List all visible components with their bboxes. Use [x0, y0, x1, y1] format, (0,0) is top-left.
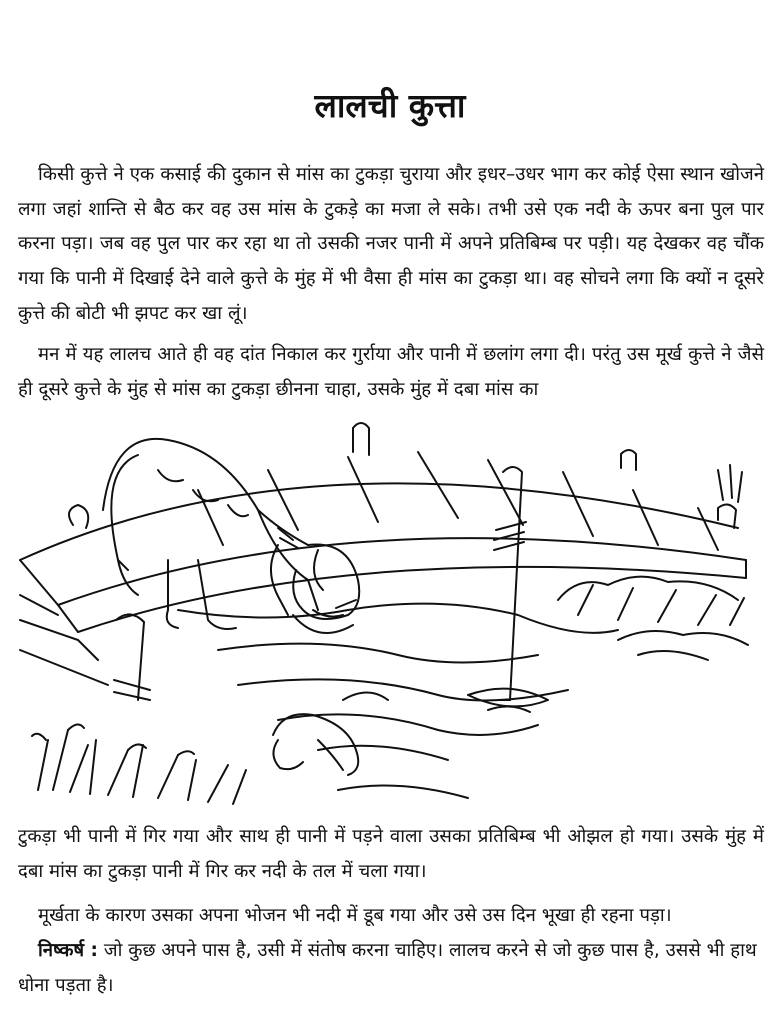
dog-icon: [103, 439, 359, 633]
dog-reflection-icon: [273, 693, 388, 776]
dog-on-bridge-illustration: [18, 410, 764, 825]
story-paragraph-1: किसी कुत्ते ने एक कसाई की दुकान से मांस का टुकड़ा चुराया और इधर–उधर भाग कर कोई ऐसा स्थान खोजने लगा जहां शान्ति से बैठ कर वह उस मांस के टुकड़े का मजा ले सके। तभी उसे एक नदी के ऊपर बना पुल पार करना पड़ा। जब वह पुल पार कर रहा था तो उसकी नजर पानी में अपने प्रतिबिम्ब पर पड़ी। यह देखकर वह चौंक गया कि पानी में दिखाई देने वाले कुत्ते के मुंह में भी वैसा ही मांस का टुकड़ा था। वह सोचने लगा कि क्यों न दूसरे कुत्ते की बोटी भी झपट कर खा लूं।: [18, 164, 764, 324]
story-paragraph-3: टुकड़ा भी पानी में गिर गया और साथ ही पानी में पड़ने वाला उसका प्रतिबिम्ब भी ओझल हो गया। उसके मुंह में दबा मांस का टुकड़ा पानी में गिर कर नदी के तल में चला गया।: [18, 826, 764, 882]
bridge-icon: [20, 423, 746, 700]
story-paragraph-2: मन में यह लालच आते ही वह दांत निकाल कर गुर्राया और पानी में छलांग लगा दी। परंतु उस मूर्ख कुत्ते ने जैसे ही दूसरे कुत्ते के मुंह से मांस का टुकड़ा छीनना चाहा, उसके मुंह में दबा मांस का: [18, 344, 764, 400]
story-title: लालची कुत्ता: [314, 86, 466, 125]
story-paragraph-4: मूर्खता के कारण उसका अपना भोजन भी नदी में डूब गया और उसे उस दिन भूखा ही रहना पड़ा।: [38, 905, 672, 926]
moral-label: निष्कर्ष :: [38, 940, 98, 961]
moral-text: जो कुछ अपने पास है, उसी में संतोष करना चाहिए। लालच करने से जो कुछ पास है, उससे भी हाथ धोना पड़ता है।: [18, 940, 757, 996]
water-icon: [178, 604, 618, 798]
moral-paragraph: [18, 934, 764, 1003]
